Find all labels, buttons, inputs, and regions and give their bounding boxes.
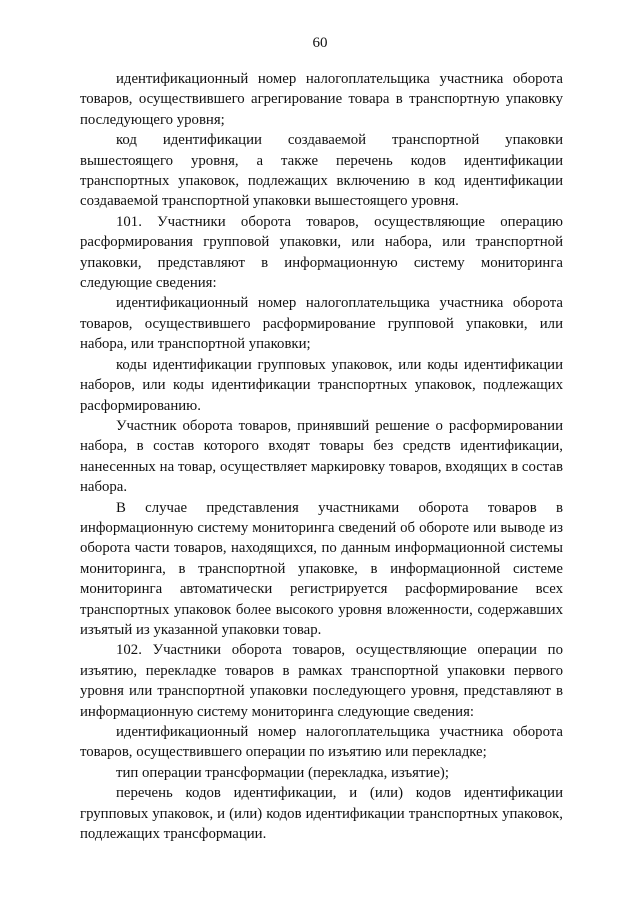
paragraph-taxpayer-id-aggregation: идентификационный номер налогоплательщика участника оборота товаров, осуществившего агрегирование товара в транспортную упаковку последующего уровня; <box>80 71 563 128</box>
page-number: 60 <box>312 35 328 51</box>
paragraph-automatic-disbanding: В случае представления участниками оборота товаров в информационную систему мониторинга сведений об обороте или выводе из оборота части товаров, находящихся, по данным информационной системы мониторинга, в транспортной упаковке, в информационной системе мониторинга автоматически регистрируется расформирование всех транспортных упаковок более высокого уровня вложенности, содержавших изъятый из указанной упаковки товар. <box>80 499 563 638</box>
paragraph-set-disbanding-marking: Участник оборота товаров, принявший решение о расформировании набора, в состав которого входят товары без средств идентификации, нанесенных на товар, осуществляет маркировку товаров, входящих в состав набора. <box>80 417 563 496</box>
paragraph-transformation-type: тип операции трансформации (перекладка, изъятие); <box>116 764 449 781</box>
paragraph-taxpayer-id-withdrawal: идентификационный номер налогоплательщика участника оборота товаров, осуществившего операции по изъятию или перекладке; <box>80 724 563 761</box>
paragraph-clause-101: 101. Участники оборота товаров, осуществляющие операцию расформирования групповой упаковки, или набора, или транспортной упаковки, представляют в информационную систему мониторинга следующие сведения: <box>80 213 563 292</box>
paragraph-clause-102: 102. Участники оборота товаров, осуществляющие операции по изъятию, перекладке товаров в рамках транспортной упаковки первого уровня или транспортной упаковки последующего уровня, представляют в информационную систему мониторинга следующие сведения: <box>80 642 563 720</box>
paragraph-group-package-codes: коды идентификации групповых упаковок, или коды идентификации наборов, или коды идентификации транспортных упаковок, подлежащих расформированию. <box>80 356 563 414</box>
paragraph-identification-codes-list: перечень кодов идентификации, и (или) кодов идентификации групповых упаковок, и (или) кодов идентификации транспортных упаковок, подлежащих трансформации. <box>80 785 563 843</box>
paragraph-transport-package-code: код идентификации создаваемой транспортной упаковки вышестоящего уровня, а также перечень кодов идентификации транспортных упаковок, подлежащих включению в код идентификации создаваемой транспортной упаковки вышестоящего уровня. <box>80 132 563 210</box>
paragraph-taxpayer-id-disbanding: идентификационный номер налогоплательщика участника оборота товаров, осуществившего расформирование групповой упаковки, или набора, или транспортной упаковки; <box>80 295 563 353</box>
document-body <box>80 69 563 844</box>
